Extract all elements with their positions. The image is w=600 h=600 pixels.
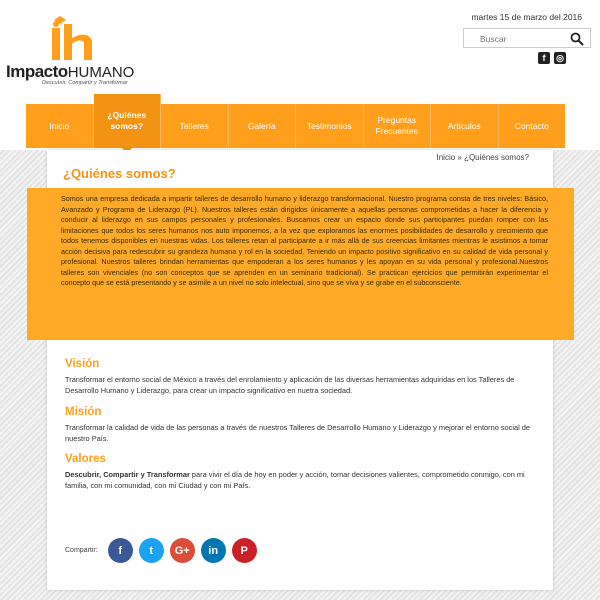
share-googleplus-icon[interactable]: G+ xyxy=(170,538,195,563)
share-pinterest-icon[interactable]: P xyxy=(232,538,257,563)
valores-rest: para vivir el día de hoy en poder y acción, tomar decisiones valientes, comprometido conmigo, con mi familia, con mi comunidad, con mi Ciudad y con mi País. xyxy=(65,470,525,491)
brand-tagline: Descubrir, Compartir y Transformar xyxy=(42,80,128,86)
share-twitter-icon[interactable]: t xyxy=(139,538,164,563)
search-icon[interactable] xyxy=(570,32,584,46)
nav-item-contacto[interactable]: Contacto xyxy=(499,104,566,148)
nav-item-inicio[interactable]: Inicio xyxy=(26,104,94,148)
valores-bold: Descubrir, Compartir y Transformar xyxy=(65,470,190,479)
page-title: ¿Quiénes somos? xyxy=(63,166,176,181)
current-date: martes 15 de marzo del 2016 xyxy=(471,12,582,22)
mision-text: Transformar la calidad de vida de las personas a través de nuestros Talleres de Desarrollo Humano y Liderazgo y mejorar el entorno social de nuestro País. xyxy=(65,423,531,444)
valores-text xyxy=(65,469,535,491)
vision-title: Visión xyxy=(65,358,100,370)
search-box xyxy=(463,28,591,48)
content-panel xyxy=(47,150,553,590)
intro-text: Somos una empresa dedicada a impartir talleres de desarrollo humano y liderazgo transformacional. Nuestro programa consta de tres niveles: Básico, Avanzado y Programa de Liderazgo (PL). Nuestros talleres están dirigidos únicamente a aquellas personas comprometidas a hacer la diferencia y conducir al liderazgo en sus campos personales y profesionales. Buscamos crear un espacio donde sus participantes puedan romper con las limitaciones que todos los seres humanos nos auto imponemos, a la vez que exploramos las enormes posibilidades de desarrollo y crecimiento que todos tenemos disponibles en nuestras vidas. Los talleres retan al participante a ir más allá de sus creencias limitantes mientras le asistimos a tomar acción decisiva para redescubrir su grandeza humana y rol en la sociedad. Teniendo un impacto positivo significativo en su calidad de vida personal y profesional. Nuestros talleres brindan herramientas que empoderan a los seres humanos y les apoyan en su vida personal y profesional.Nuestros talleres son vivenciales (no son conceptos que se aprenden en un seminario tradicional). Se practican ejercicios que permitirán experimentar el concepto que se está presentando y se asimile a un nivel no solo intelectual, sino que se viva y se grabe en el subconsciente. xyxy=(27,188,574,340)
main-nav xyxy=(26,104,565,148)
search-input[interactable] xyxy=(464,30,564,48)
vision-text: Transformar el entorno social de México a través del enrolamiento y aplicación de las diversas herramientas adquiridas en los Talleres de Desarrollo Humano y Liderazgo, para crear un impacto significativo en nuetra sociedad. xyxy=(65,375,515,396)
nav-item-articulos[interactable]: Artículos xyxy=(431,104,499,148)
nav-item-quienes-somos[interactable]: ¿Quiénes somos? xyxy=(94,94,162,148)
nav-item-preguntas-frecuentes[interactable]: Preguntas Frecuentes xyxy=(364,104,432,148)
nav-item-testimonios[interactable]: Testimonios xyxy=(296,104,364,148)
share-label: Compartir: xyxy=(65,547,98,554)
valores-title: Valores xyxy=(65,453,106,465)
logo-mark-icon xyxy=(46,16,106,62)
share-facebook-icon[interactable]: f xyxy=(108,538,133,563)
mision-title: Misión xyxy=(65,406,102,418)
breadcrumb[interactable]: Inicio » ¿Quiénes somos? xyxy=(436,153,529,162)
brand-name: ImpactoHUMANO xyxy=(6,62,135,81)
nav-item-galeria[interactable]: Galería xyxy=(229,104,297,148)
share-linkedin-icon[interactable]: in xyxy=(201,538,226,563)
share-bar xyxy=(65,538,257,563)
site-logo[interactable] xyxy=(6,16,146,86)
facebook-icon[interactable]: f xyxy=(538,52,550,64)
header-social-links xyxy=(538,52,566,64)
instagram-icon[interactable]: ◎ xyxy=(554,52,566,64)
nav-item-talleres[interactable]: Talleres xyxy=(161,104,229,148)
